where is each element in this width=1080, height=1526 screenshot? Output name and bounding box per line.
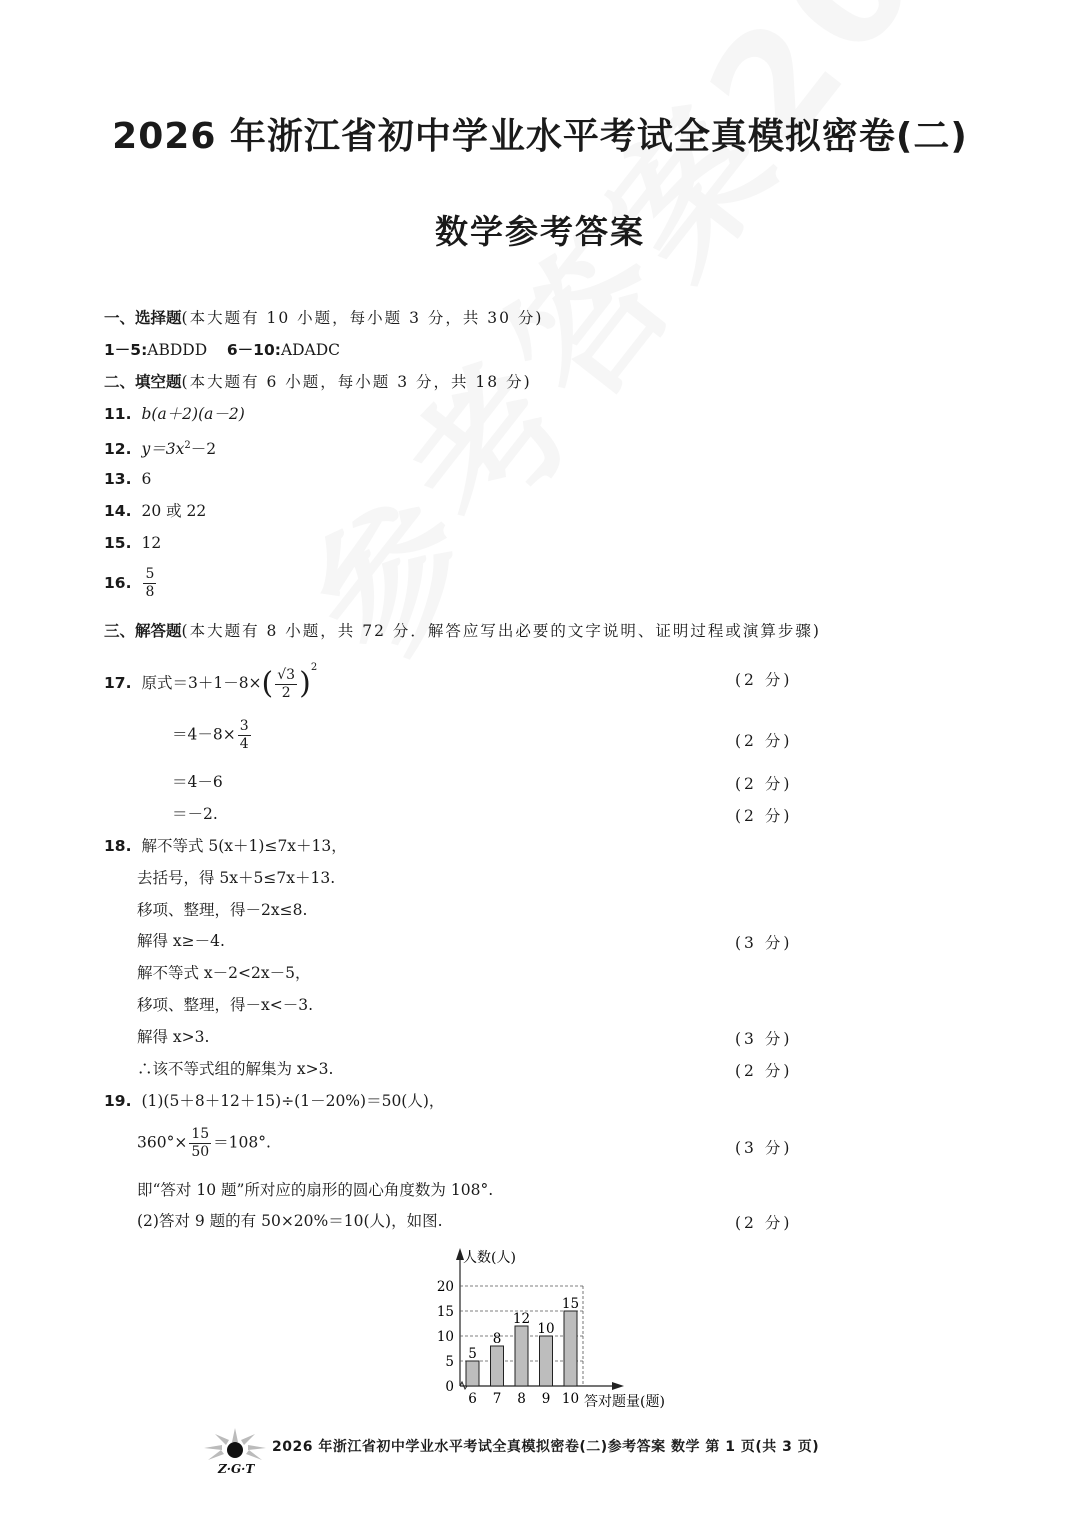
- q18-line-6: 移项、整理，得－x<－3.: [137, 996, 314, 1014]
- fraction: [275, 667, 297, 702]
- exponent: 2: [184, 440, 191, 451]
- section-2-note: (本大题有 6 小题，每小题 3 分，共 18 分): [181, 373, 532, 391]
- numerator: 15: [191, 1126, 210, 1142]
- q17-line-3: ＝4－6: [172, 773, 223, 791]
- expr: 360°×: [137, 1133, 188, 1152]
- q18-line-8: ∴该不等式组的解集为 x>3.: [137, 1060, 334, 1078]
- q-number: 12.: [104, 440, 132, 459]
- expr: 解不等式 5(x＋1)≤7x＋13，: [141, 837, 347, 855]
- q17-score-3: (2 分): [735, 775, 793, 793]
- q-number: 19.: [104, 1092, 132, 1110]
- q-number: 14.: [104, 502, 132, 520]
- answers-b: ADADC: [280, 341, 341, 359]
- answers-a: ABDDD: [147, 341, 208, 359]
- q-number: 15.: [104, 534, 132, 552]
- section-1-note: (本大题有 10 小题，每小题 3 分，共 30 分): [181, 309, 544, 327]
- logo-text: Z·G·T: [218, 1462, 255, 1476]
- answer-text: 6: [141, 470, 152, 488]
- bar: [540, 1336, 553, 1386]
- y-tick-label: 0: [445, 1379, 454, 1395]
- q17-score-2: (2 分): [735, 732, 793, 750]
- denominator: 50: [191, 1144, 210, 1160]
- section-3-title: 三、解答题: [104, 622, 182, 640]
- q-number: 16.: [104, 573, 132, 592]
- section-1-header: [104, 308, 543, 328]
- denominator: 4: [239, 736, 249, 752]
- section-3-header: [104, 621, 821, 641]
- bar: [466, 1361, 479, 1386]
- q18-score-1: (3 分): [735, 934, 793, 952]
- fraction: [189, 1126, 211, 1161]
- answer-11: [104, 404, 245, 424]
- answer-12: [104, 436, 216, 459]
- q19-line-3: 即“答对 10 题”所对应的扇形的圆心角度数为 108°.: [137, 1181, 494, 1199]
- data-label: 5: [468, 1346, 477, 1362]
- choice-answers: 1－5:ABDDD 6－10:ADADC: [104, 341, 341, 359]
- q18-score-3: (2 分): [735, 1062, 793, 1080]
- answer-text: b(a＋2)(a－2): [141, 405, 245, 423]
- q17-score-1: (2 分): [735, 671, 793, 689]
- footer-text: 2026 年浙江省初中学业水平考试全真模拟密卷(二)参考答案 数学 第 1 页(共 3 页): [272, 1439, 820, 1455]
- q19-score-1: (3 分): [735, 1139, 793, 1157]
- q-number: 13.: [104, 470, 132, 488]
- numerator: 3: [239, 718, 249, 734]
- expr-tail: ＝108°.: [213, 1133, 271, 1152]
- y-tick-label: 15: [436, 1304, 454, 1320]
- q-number: 18.: [104, 837, 132, 855]
- y-tick-label: 10: [436, 1329, 454, 1345]
- q18-score-2: (3 分): [735, 1030, 793, 1048]
- x-tick-label: 8: [517, 1391, 526, 1407]
- section-1-title: 一、选择题: [104, 309, 182, 327]
- q19-line-1: [104, 1091, 444, 1111]
- section-2-header: [104, 372, 532, 392]
- q17-line-1: 17. 原式＝3＋1－8×( $\frac{√3}{2}$ )$^2$: [104, 662, 318, 701]
- x-tick-label: 7: [492, 1391, 502, 1407]
- fraction: [238, 718, 251, 753]
- denominator: 8: [145, 584, 155, 600]
- q18-line-4: 解得 x≥－4.: [137, 932, 225, 950]
- q17-line-2: [172, 718, 253, 753]
- publisher-logo: [200, 1426, 270, 1476]
- watermark: [250, 0, 1080, 693]
- answer-15: [104, 533, 161, 553]
- data-label: 12: [512, 1311, 531, 1327]
- answer-16: [104, 566, 158, 601]
- q19-score-2: (2 分): [735, 1214, 793, 1232]
- q17-score-4: (2 分): [735, 807, 793, 825]
- answer-14: [104, 501, 206, 521]
- answers-range-a: 1－5: [104, 341, 142, 359]
- answer-text: y＝3x: [141, 440, 185, 459]
- expr: 原式＝3＋1－8×: [141, 674, 262, 692]
- logo-dot: [227, 1442, 243, 1458]
- y-axis-label: 人数(人): [463, 1250, 516, 1266]
- bar: [564, 1311, 577, 1386]
- bar-chart: [400, 1240, 700, 1415]
- fraction: [143, 566, 156, 601]
- bar: [515, 1326, 528, 1386]
- data-label: 10: [537, 1321, 555, 1337]
- bar: [491, 1346, 504, 1386]
- x-tick-label: 6: [468, 1391, 477, 1407]
- y-tick-label: 20: [436, 1279, 454, 1295]
- expr: ＝4－8×: [172, 725, 236, 744]
- q18-line-3: 移项、整理，得－2x≤8.: [137, 901, 308, 919]
- chart-layer: [437, 1248, 665, 1410]
- q18-line-1: [104, 836, 347, 856]
- answer-tail: －2: [190, 440, 217, 459]
- y-tick-label: 5: [445, 1354, 454, 1370]
- answers-range-b: 6－10: [226, 341, 275, 359]
- page-title: 2026 年浙江省初中学业水平考试全真模拟密卷(二): [112, 116, 968, 157]
- numerator: 5: [145, 566, 155, 582]
- expr: (1)(5＋8＋12＋15)÷(1－20%)＝50(人)，: [141, 1092, 445, 1110]
- q17-line-4: ＝－2.: [172, 805, 218, 823]
- section-3-note: (本大题有 8 小题，共 72 分．解答应写出必要的文字说明、证明过程或演算步骤): [181, 622, 821, 640]
- q19-line-2: [137, 1126, 271, 1161]
- answer-text: 20 或 22: [141, 502, 207, 520]
- answer-text: 12: [141, 534, 162, 552]
- x-tick-label: 10: [561, 1391, 580, 1407]
- q-number: 11.: [104, 405, 132, 423]
- x-axis-arrow: [612, 1382, 624, 1390]
- q18-line-5: 解不等式 x－2<2x－5，: [137, 964, 311, 982]
- answer-13: [104, 469, 151, 489]
- x-tick-label: 9: [541, 1391, 551, 1407]
- x-axis-label: 答对题量(题): [584, 1394, 665, 1410]
- page-subtitle: 数学参考答案: [435, 212, 645, 251]
- q18-line-7: 解得 x>3.: [137, 1028, 210, 1046]
- numerator: √3: [277, 666, 296, 683]
- denominator: 2: [281, 684, 291, 701]
- data-label: 8: [492, 1331, 502, 1347]
- data-label: 15: [561, 1296, 580, 1312]
- q-number: 17.: [104, 674, 132, 692]
- exponent: 2: [310, 662, 318, 673]
- q19-line-4: (2)答对 9 题的有 50×20%＝10(人)，如图.: [137, 1212, 443, 1230]
- q18-line-2: 去括号，得 5x＋5≤7x＋13.: [137, 869, 336, 887]
- section-2-title: 二、填空题: [104, 373, 182, 391]
